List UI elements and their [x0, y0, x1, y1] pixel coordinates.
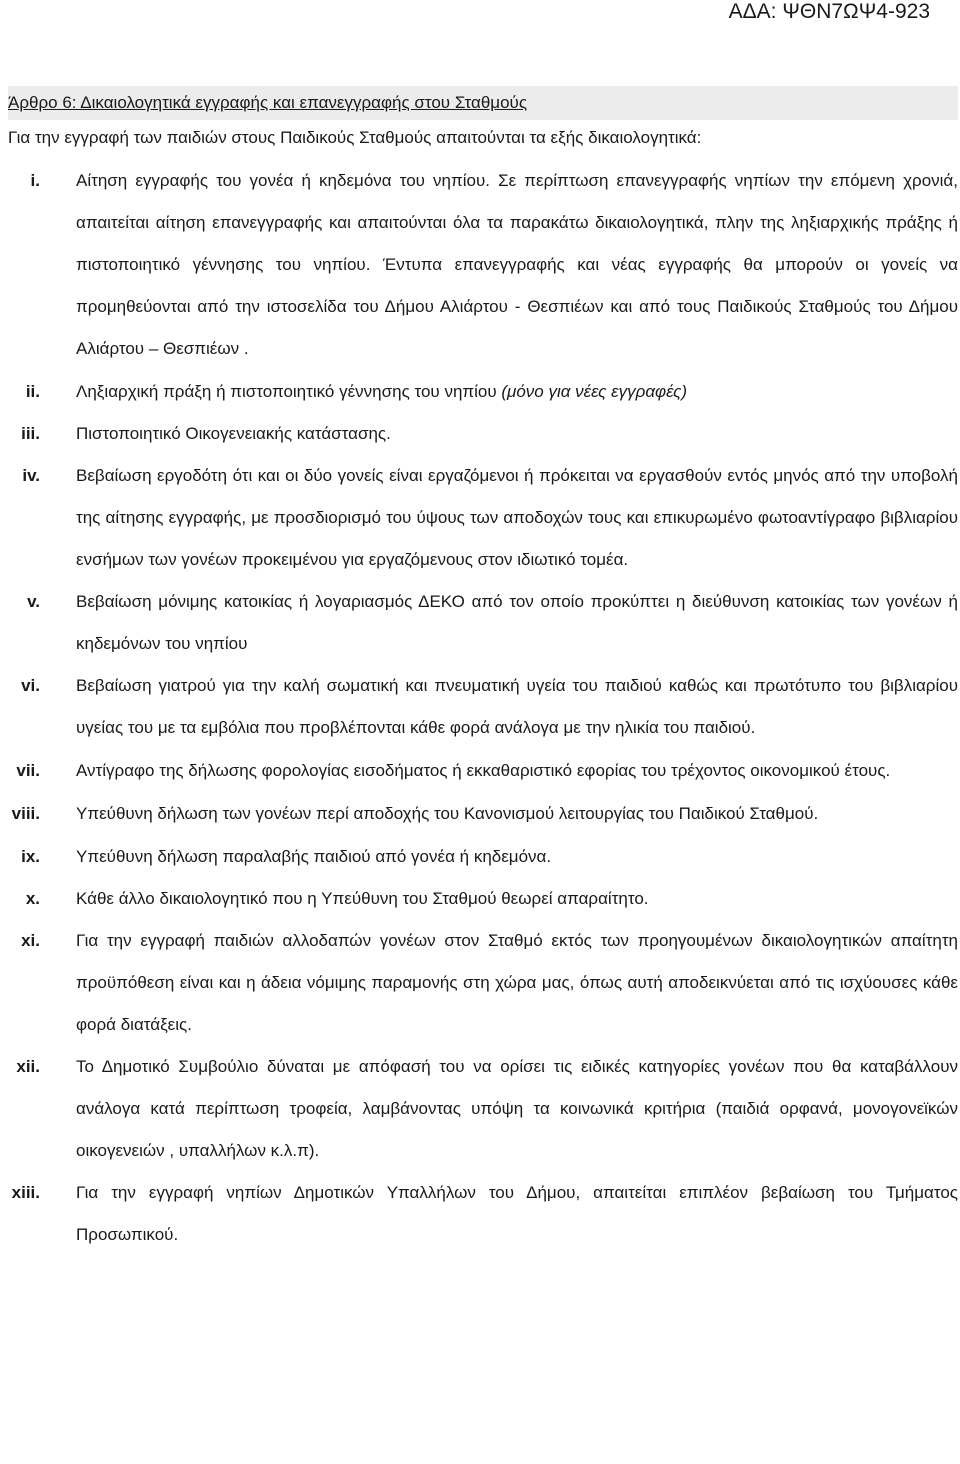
list-item-text: Το Δημοτικό Συμβούλιο δύναται με απόφασή του να ορίσει τις ειδικές κατηγορίες γονέων που θα καταβάλλουν ανάλογα κατά περίπτωση τροφεία, λαμβάνοντας υπόψη τα κοινωνικά κριτήρια (παιδιά ορφανά, μονογονεϊκών οικογενειών , υπαλλήλων κ.λ.π).: [76, 1057, 958, 1160]
list-item: [8, 793, 958, 835]
list-item: [8, 581, 958, 665]
list-item-text: Βεβαίωση γιατρού για την καλή σωματική και πνευματική υγεία του παιδιού καθώς και πρωτότυπο του βιβλιαρίου υγείας του με τα εμβόλια που προβλέπονται κάθε φορά ανάλογα με την ηλικία του παιδιού.: [76, 676, 958, 737]
list-item-number: ix.: [21, 847, 40, 866]
list-item-number: x.: [25, 889, 40, 908]
list-item-number: v.: [27, 592, 40, 611]
list-item-text: Για την εγγραφή παιδιών αλλοδαπών γονέων στον Σταθμό εκτός των προηγουμένων δικαιολογητικών απαίτητη προϋπόθεση είναι και η άδεια νόμιμης παραμονής στη χώρα μας, όπως αυτή αποδεικνύεται από τις ισχύουσες κάθε φορά διατάξεις.: [76, 931, 958, 1034]
list-item: [8, 1046, 958, 1172]
list-item: [8, 836, 958, 878]
list-item: [8, 413, 958, 455]
article-intro: Για την εγγραφή των παιδιών στους Παιδικούς Σταθμούς απαιτούνται τα εξής δικαιολογητικά:: [8, 128, 702, 147]
list-item: [8, 665, 958, 749]
ada-code: ΑΔΑ: ΨΘΝ7ΩΨ4-923: [728, 0, 930, 23]
list-item: [8, 160, 958, 370]
list-item-text: Πιστοποιητικό Οικογενειακής κατάστασης.: [76, 424, 391, 443]
list-item: [8, 878, 958, 920]
list-item-number: xiii.: [11, 1183, 40, 1202]
list-item-text: Βεβαίωση μόνιμης κατοικίας ή λογαριασμός ΔΕΚΟ από τον οποίο προκύπτει η διεύθυνση κατοικίας των γονέων ή κηδεμόνων του νηπίου: [76, 592, 958, 653]
list-item: [8, 920, 958, 1046]
list-item-text: Αίτηση εγγραφής του γονέα ή κηδεμόνα του νηπίου. Σε περίπτωση επανεγγραφής νηπίων την επόμενη χρονιά, απαιτείται αίτηση επανεγγραφής και απαιτούνται όλα τα παρακάτω δικαιολογητικά, πλην της ληξιαρχικής πράξης ή πιστοποιητικό γέννησης του νηπίου. Έντυπα επανεγγραφής και νέας εγγραφής θα μπορούν οι γονείς να προμηθεύονται από την ιστοσελίδα του Δήμου Αλιάρτου - Θεσπιέων και από τους Παιδικούς Σταθμούς του Δήμου Αλιάρτου – Θεσπιέων .: [76, 171, 958, 358]
list-item-text: Ληξιαρχική πράξη ή πιστοποιητικό γέννησης του νηπίου: [76, 382, 502, 401]
list-item-number: vi.: [21, 676, 40, 695]
list-item-number: viii.: [11, 804, 40, 823]
list-item-text: Υπεύθυνη δήλωση παραλαβής παιδιού από γονέα ή κηδεμόνα.: [76, 847, 552, 866]
list-item: [8, 1172, 958, 1256]
document-page: [8, 86, 958, 1256]
list-item: [8, 371, 958, 413]
list-item-number: xi.: [21, 931, 40, 950]
list-item-number: iv.: [22, 466, 40, 485]
list-item-emphasis: (μόνο για νέες εγγραφές): [501, 382, 688, 401]
list-item-number: ii.: [25, 382, 40, 401]
list-item-number: vii.: [16, 761, 40, 780]
list-item: [8, 750, 958, 792]
list-item-text: Υπεύθυνη δήλωση των γονέων περί αποδοχής του Κανονισμού λειτουργίας του Παιδικού Σταθμού.: [76, 804, 819, 823]
list-item-text: Βεβαίωση εργοδότη ότι και οι δύο γονείς είναι εργαζόμενοι ή πρόκειται να εργασθούν εντός μηνός από την υποβολή της αίτησης εγγραφής, με προσδιορισμό του ύψους των αποδοχών τους και επικυρωμένο φωτοαντίγραφο βιβλιαρίου ενσήμων των γονέων προκειμένου για εργαζόμενους στον ιδιωτικό τομέα.: [76, 466, 958, 569]
article-title: Άρθρο 6: Δικαιολογητικά εγγραφής και επανεγγραφής στου Σταθμούς: [8, 86, 958, 120]
list-item-text: Αντίγραφο της δήλωσης φορολογίας εισοδήματος ή εκκαθαριστικό εφορίας του τρέχοντος οικονομικού έτους.: [76, 761, 891, 780]
list-item: [8, 455, 958, 581]
list-item-text: Κάθε άλλο δικαιολογητικό που η Υπεύθυνη του Σταθμού θεωρεί απαραίτητο.: [76, 889, 649, 908]
list-item-number: xii.: [16, 1057, 40, 1076]
list-item-number: iii.: [21, 424, 40, 443]
list-item-text: Για την εγγραφή νηπίων Δημοτικών Υπαλλήλων του Δήμου, απαιτείται επιπλέον βεβαίωση του Τμήματος Προσωπικού.: [76, 1183, 958, 1244]
list-item-number: i.: [30, 171, 40, 190]
